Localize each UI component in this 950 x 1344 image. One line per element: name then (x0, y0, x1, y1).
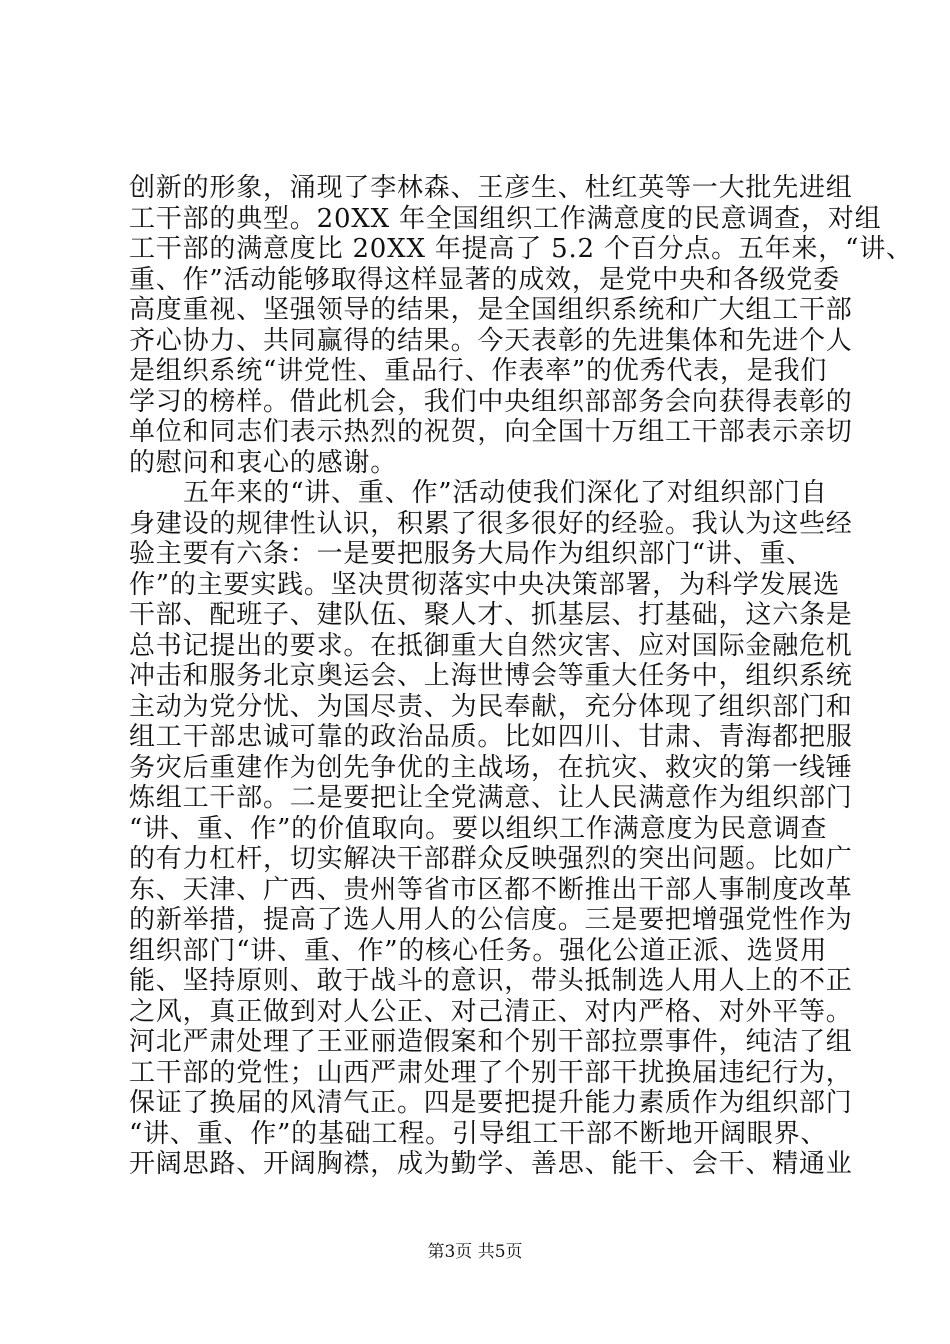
text-line: 冲击和服务北京奥运会、上海世博会等重大任务中，组织系统 (129, 661, 853, 691)
text-line: “讲、重、作”的价值取向。要以组织工作满意度为民意调查 (129, 813, 828, 844)
text-line: 开阔思路、开阔胸襟，成为勤学、善思、能干、会干、精通业 (129, 1149, 853, 1179)
text-line: 身建设的规律性认识，积累了很多很好的经验。我认为这些经 (129, 508, 853, 539)
text-line: 工干部的党性；山西严肃处理了个别干部干扰换届违纪行为， (129, 1057, 853, 1088)
text-line: 保证了换届的风清气正。四是要把提升能力素质作为组织部门 (129, 1088, 853, 1118)
text-line: 干部、配班子、建队伍、聚人才、抓基层、打基础，这六条是 (129, 600, 853, 630)
text-line: 河北严肃处理了王亚丽造假案和个别干部拉票事件，纯洁了组 (129, 1027, 853, 1057)
text-line: 的慰问和衷心的感谢。 (129, 447, 398, 478)
text-line: 的有力杠杆，切实解决干部群众反映强烈的突出问题。比如广 (129, 844, 853, 874)
text-line: 工干部的满意度比 20XX 年提高了 5.2 个百分点。五年来，“讲、 (129, 234, 913, 264)
text-line: 务灾后重建作为创先争优的主战场，在抗灾、救灾的第一线锤 (129, 752, 853, 783)
text-line: 总书记提出的要求。在抵御重大自然灾害、应对国际金融危机 (129, 630, 853, 661)
text-line: 重、作”活动能够取得这样显著的成效，是党中央和各级党委 (129, 264, 840, 295)
text-line: 作”的主要实践。坚决贯彻落实中央决策部署，为科学发展选 (129, 569, 840, 600)
text-line: 组织部门“讲、重、作”的核心任务。强化公道正派、选贤用 (129, 935, 828, 966)
text-line: 单位和同志们表示热烈的祝贺，向全国十万组工干部表示亲切 (129, 417, 853, 447)
text-line: 齐心协力、共同赢得的结果。今天表彰的先进集体和先进个人 (129, 325, 853, 356)
text-line: 主动为党分忧、为国尽责、为民奉献，充分体现了组织部门和 (129, 691, 853, 722)
text-line: 高度重视、坚强领导的结果，是全国组织系统和广大组工干部 (129, 295, 853, 325)
text-line: 是组织系统“讲党性、重品行、作表率”的优秀代表，是我们 (129, 356, 828, 386)
text-line: 之风，真正做到对人公正、对己清正、对内严格、对外平等。 (129, 996, 853, 1027)
text-line: 东、天津、广西、贵州等省市区都不断推出干部人事制度改革 (129, 874, 853, 905)
text-line: 炼组工干部。二是要把让全党满意、让人民满意作为组织部门 (129, 783, 853, 813)
text-line: 能、坚持原则、敢于战斗的意识，带头抵制选人用人上的不正 (129, 966, 853, 996)
text-line: 验主要有六条：一是要把服务大局作为组织部门“讲、重、 (129, 539, 814, 569)
text-line: “讲、重、作”的基础工程。引导组工干部不断地开阔眼界、 (129, 1118, 828, 1149)
text-line: 工干部的典型。20XX 年全国组织工作满意度的民意调查，对组 (129, 203, 882, 234)
page-number-footer: 第3页 共5页 (427, 1242, 523, 1262)
text-line: 的新举措，提高了选人用人的公信度。三是要把增强党性作为 (129, 905, 853, 935)
text-line: 学习的榜样。借此机会，我们中央组织部部务会向获得表彰的 (129, 386, 853, 417)
text-line: 创新的形象，涌现了李林森、王彦生、杜红英等一大批先进组 (129, 173, 853, 203)
text-line: 组工干部忠诚可靠的政治品质。比如四川、甘肃、青海都把服 (129, 722, 853, 752)
body-text (129, 173, 913, 1180)
paragraph-start-line: 五年来的“讲、重、作”活动使我们深化了对组织部门自 (183, 478, 828, 508)
